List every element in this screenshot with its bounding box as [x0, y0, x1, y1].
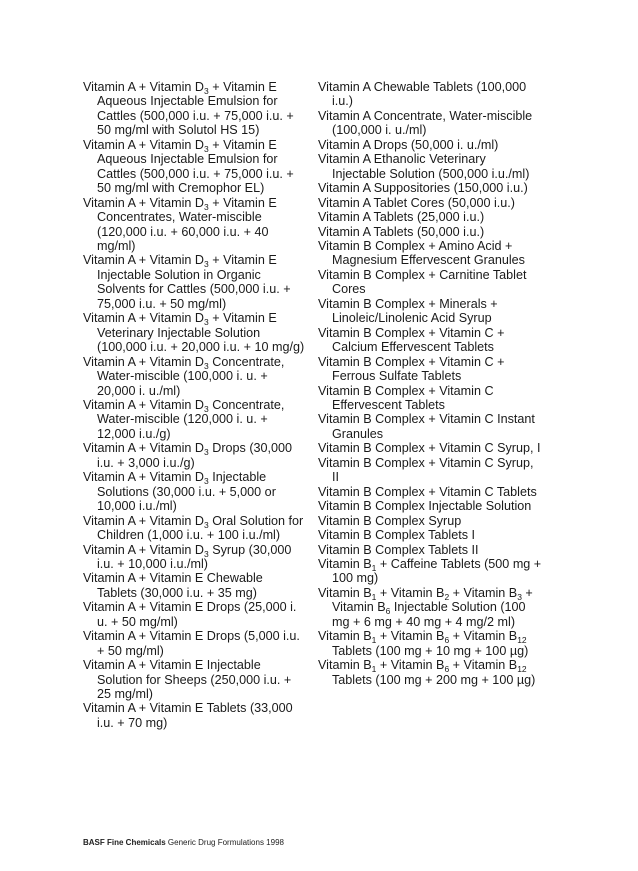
- formulation-entry: [83, 701, 305, 730]
- formulation-entry: [318, 528, 543, 542]
- formulation-entry: [83, 571, 305, 600]
- left-column: [83, 80, 305, 730]
- formulation-entry: [318, 138, 543, 152]
- formulation-entry: [83, 398, 305, 441]
- subscript: 1: [371, 635, 377, 646]
- subscript: 6: [444, 664, 450, 675]
- entry-text: Injectable Solution (100 mg + 6 mg + 40 mg + 4 mg/2 ml): [332, 600, 526, 629]
- formulation-entry: [83, 196, 305, 254]
- entry-text: Vitamin A Drops (50,000 i. u./ml): [318, 137, 499, 152]
- formulation-entry: [318, 629, 543, 658]
- formulation-entry: [318, 181, 543, 195]
- right-column: [318, 80, 543, 687]
- entry-text: Concentrate, Water-miscible (100,000 i. u. + 20,000 i. u./ml): [97, 354, 285, 398]
- subscript: 3: [204, 476, 209, 487]
- formulation-entry: [318, 109, 543, 138]
- entry-text: Vitamin B Complex Tablets I: [318, 528, 476, 543]
- formulation-entry: [83, 470, 305, 513]
- entry-text: Vitamin B Complex + Vitamin C Instant Granules: [318, 412, 535, 441]
- entry-text: Vitamin B Complex + Vitamin C Tablets: [318, 484, 537, 499]
- formulation-entry: [318, 384, 543, 413]
- entry-text: Vitamin A Tablets (25,000 i.u.): [318, 210, 485, 225]
- formulation-entry: [83, 658, 305, 701]
- entry-text: + Vitamin E Concentrates, Water-miscible (120,000 i.u. + 60,000 i.u. + 40 mg/ml): [97, 195, 277, 253]
- subscript: 12: [517, 635, 527, 646]
- entry-text: + Vitamin B: [376, 629, 445, 644]
- entry-text: + Vitamin B: [449, 585, 518, 600]
- entry-text: + Vitamin E Aqueous Injectable Emulsion for Cattles (500,000 i.u. + 75,000 i.u. + 50 mg/ml with Cremophor EL): [97, 137, 294, 196]
- formulation-entry: [318, 658, 543, 687]
- formulation-entry: [318, 441, 543, 455]
- entry-text: Vitamin A + Vitamin E Drops (25,000 i. u. + 50 mg/ml): [83, 600, 297, 629]
- footer-brand: BASF Fine Chemicals: [83, 838, 166, 847]
- formulation-entry: [83, 600, 305, 629]
- entry-text: + Vitamin B: [376, 585, 445, 600]
- subscript: 12: [517, 664, 527, 675]
- subscript: 3: [204, 519, 209, 530]
- entry-text: + Vitamin E Aqueous Injectable Emulsion for Cattles (500,000 i.u. + 75,000 i.u. + 50 mg/ml with Solutol HS 15): [97, 80, 294, 138]
- entry-text: Vitamin B: [318, 556, 372, 571]
- formulation-entry: [83, 80, 305, 138]
- formulation-entry: [83, 355, 305, 398]
- formulation-entry: [83, 514, 305, 543]
- subscript: 3: [204, 447, 209, 458]
- entry-text: Vitamin B Complex Injectable Solution: [318, 499, 532, 514]
- entry-text: Vitamin A + Vitamin E Tablets (33,000 i.u. + 70 mg): [83, 701, 293, 730]
- formulation-entry: [318, 297, 543, 326]
- entry-text: Vitamin B: [318, 585, 372, 600]
- entry-text: Vitamin B Complex + Vitamin C + Ferrous Sulfate Tablets: [318, 354, 505, 384]
- entry-text: Vitamin A Ethanolic Veterinary Injectable Solution (500,000 i.u./ml): [318, 152, 530, 181]
- entry-text: Tablets (100 mg + 10 mg + 100 µg): [332, 643, 529, 658]
- entry-text: Vitamin B Complex + Vitamin C Syrup, I: [318, 441, 541, 456]
- entry-text: + Vitamin B: [332, 585, 533, 615]
- formulation-entry: [318, 355, 543, 384]
- entry-text: + Vitamin E Veterinary Injectable Solution (100,000 i.u. + 20,000 i.u. + 10 mg/g): [97, 311, 305, 355]
- formulation-entry: [318, 239, 543, 268]
- formulation-entry: [83, 629, 305, 658]
- entry-text: + Vitamin B: [376, 658, 445, 673]
- entry-text: Injectable Solutions (30,000 i.u. + 5,000 or 10,000 i.u./ml): [97, 470, 276, 514]
- entry-text: Vitamin B: [318, 629, 372, 644]
- entry-text: Vitamin A + Vitamin E Drops (5,000 i.u. + 50 mg/ml): [83, 629, 300, 658]
- formulation-entry: [318, 514, 543, 528]
- entry-text: Concentrate, Water-miscible (120,000 i. u. + 12,000 i.u./g): [97, 397, 285, 441]
- entry-text: Vitamin A + Vitamin D: [83, 542, 204, 557]
- entry-text: Vitamin A + Vitamin D: [83, 513, 204, 528]
- subscript: 3: [517, 591, 522, 602]
- entry-text: + Caffeine Tablets (500 mg + 100 mg): [332, 556, 542, 586]
- entry-text: Vitamin B: [318, 658, 372, 673]
- formulation-entry: [318, 225, 543, 239]
- entry-text: Vitamin A + Vitamin D: [83, 195, 204, 210]
- entry-text: Vitamin B Complex Tablets II: [318, 542, 479, 557]
- formulation-entry: [318, 196, 543, 210]
- entry-text: Vitamin B Complex + Amino Acid + Magnesium Effervescent Granules: [318, 238, 525, 268]
- subscript: 3: [204, 317, 209, 328]
- entry-text: Vitamin A Tablets (50,000 i.u.): [318, 224, 485, 239]
- subscript: 3: [204, 360, 209, 371]
- subscript: 3: [204, 143, 209, 154]
- formulation-entry: [83, 311, 305, 354]
- entry-text: Vitamin A Tablet Cores (50,000 i.u.): [318, 195, 515, 210]
- formulation-entry: [83, 543, 305, 572]
- subscript: 1: [371, 664, 377, 675]
- entry-text: Vitamin A + Vitamin D: [83, 253, 204, 268]
- entry-text: Tablets (100 mg + 200 mg + 100 µg): [332, 672, 536, 687]
- entry-text: + Vitamin E Injectable Solution in Organic Solvents for Cattles (500,000 i.u. + 75,000 i.u. + 50 mg/ml): [97, 253, 291, 311]
- entry-text: Vitamin A + Vitamin D: [83, 80, 204, 94]
- entry-text: Vitamin B Complex + Vitamin C + Calcium Effervescent Tablets: [318, 325, 505, 355]
- formulation-entry: [318, 586, 543, 629]
- entry-text: Vitamin A Concentrate, Water-miscible (100,000 i. u./ml): [318, 108, 533, 138]
- subscript: 6: [444, 635, 450, 646]
- formulation-entry: [318, 456, 543, 485]
- entry-text: Syrup (30,000 i.u. + 10,000 i.u./ml): [97, 542, 292, 571]
- subscript: 3: [204, 201, 209, 212]
- subscript: 3: [204, 259, 209, 270]
- formulation-entry: [318, 543, 543, 557]
- formulation-entry: [318, 268, 543, 297]
- entry-text: Vitamin A + Vitamin D: [83, 441, 204, 456]
- entry-text: Vitamin A + Vitamin D: [83, 137, 204, 152]
- entry-text: Vitamin A + Vitamin D: [83, 397, 204, 412]
- page-footer: [83, 838, 284, 847]
- entry-text: Vitamin A Suppositories (150,000 i.u.): [318, 181, 528, 196]
- entry-text: Vitamin B Complex + Minerals + Linoleic/Linolenic Acid Syrup: [318, 296, 498, 326]
- formulation-entry: [318, 210, 543, 224]
- subscript: 2: [444, 591, 450, 602]
- subscript: 6: [385, 606, 391, 617]
- entry-text: + Vitamin B: [449, 658, 518, 673]
- formulation-entry: [318, 80, 543, 109]
- formulation-entry: [318, 485, 543, 499]
- formulation-entry: [318, 326, 543, 355]
- subscript: 3: [204, 403, 209, 414]
- subscript: 3: [204, 86, 209, 96]
- footer-subtitle: Generic Drug Formulations 1998: [165, 838, 284, 847]
- subscript: 1: [371, 562, 377, 573]
- subscript: 1: [371, 591, 377, 602]
- entry-text: Drops (30,000 i.u. + 3,000 i.u./g): [97, 441, 293, 470]
- entry-text: Vitamin A + Vitamin D: [83, 470, 204, 485]
- formulation-entry: [318, 152, 543, 181]
- entry-text: Vitamin B Complex + Vitamin C Syrup, II: [318, 455, 534, 485]
- entry-text: + Vitamin B: [449, 629, 518, 644]
- formulation-entry: [318, 557, 543, 586]
- entry-text: Vitamin B Complex + Carnitine Tablet Cores: [318, 267, 527, 297]
- entry-text: Vitamin A + Vitamin E Chewable Tablets (30,000 i.u. + 35 mg): [83, 571, 263, 600]
- entry-text: Vitamin A + Vitamin D: [83, 311, 204, 326]
- entry-text: Vitamin A + Vitamin D: [83, 354, 204, 369]
- formulation-entry: [318, 412, 543, 441]
- entry-text: Vitamin B Complex Syrup: [318, 513, 462, 528]
- formulation-entry: [83, 253, 305, 311]
- formulation-entry: [83, 441, 305, 470]
- formulation-entry: [83, 138, 305, 196]
- formulation-entry: [318, 499, 543, 513]
- entry-text: Vitamin B Complex + Vitamin C Effervescent Tablets: [318, 383, 494, 412]
- entry-text: Vitamin A Chewable Tablets (100,000 i.u.): [318, 80, 527, 109]
- subscript: 3: [204, 548, 209, 559]
- entry-text: Vitamin A + Vitamin E Injectable Solution for Sheeps (250,000 i.u. + 25 mg/ml): [83, 658, 292, 702]
- entry-text: Oral Solution for Children (1,000 i.u. + 100 i.u./ml): [97, 513, 304, 543]
